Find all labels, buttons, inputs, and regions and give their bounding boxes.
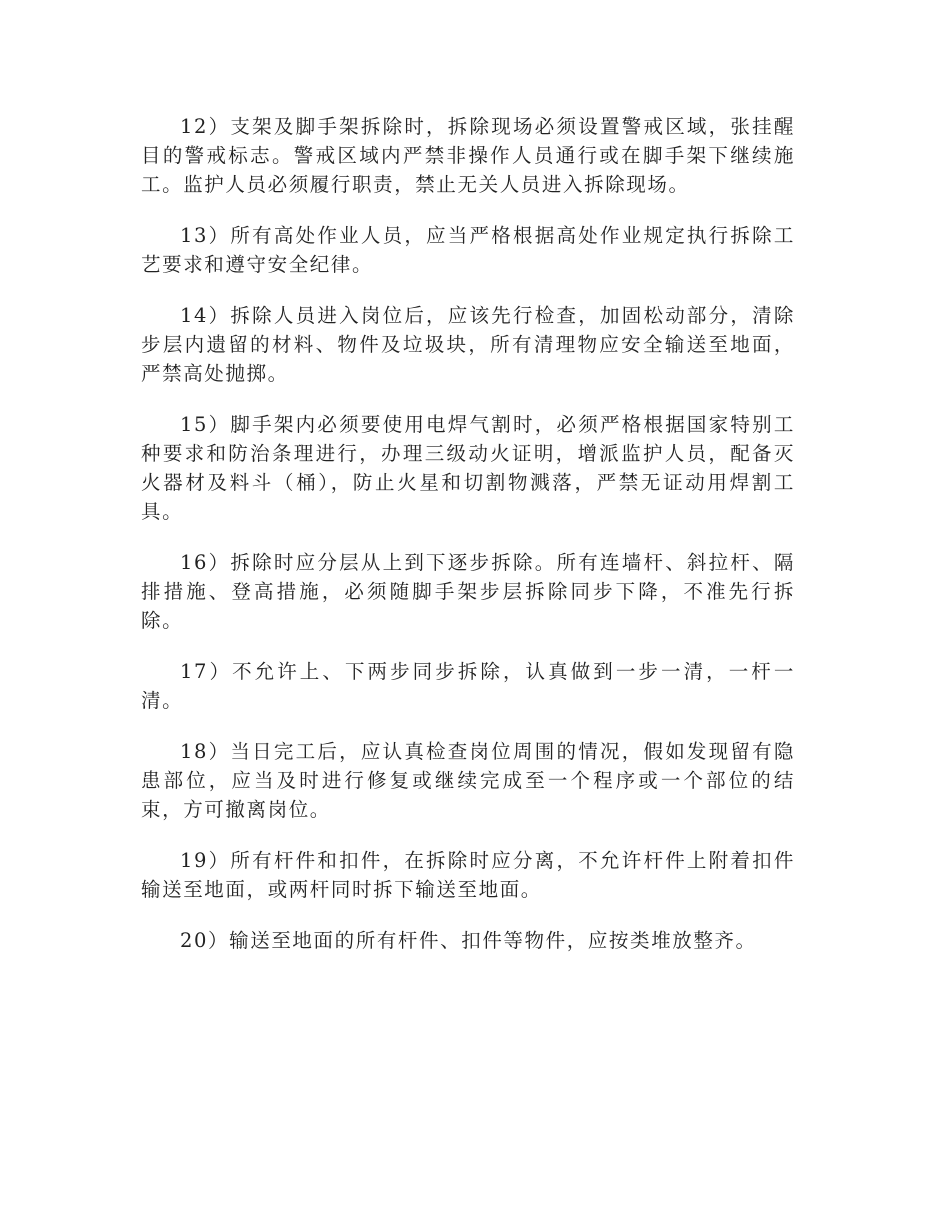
document-body — [141, 112, 795, 977]
paragraph-13: 13）所有高处作业人员，应当严格根据高处作业规定执行拆除工艺要求和遵守安全纪律。 — [141, 224, 795, 276]
paragraph-19: 19）所有杆件和扣件，在拆除时应分离，不允许杆件上附着扣件输送至地面，或两杆同时拆下输送至地面。 — [141, 849, 795, 901]
paragraph-15: 15）脚手架内必须要使用电焊气割时，必须严格根据国家特别工种要求和防治条理进行，办理三级动火证明，增派监护人员，配备灭火器材及料斗（桶），防止火星和切割物溅落，严禁无证动用焊割工具。 — [141, 413, 795, 523]
paragraph-18: 18）当日完工后，应认真检查岗位周围的情况，假如发现留有隐患部位，应当及时进行修复或继续完成至一个程序或一个部位的结束，方可撤离岗位。 — [141, 740, 795, 821]
paragraph-17: 17）不允许上、下两步同步拆除，认真做到一步一清，一杆一清。 — [141, 660, 795, 712]
paragraph-20: 20）输送至地面的所有杆件、扣件等物件，应按类堆放整齐。 — [180, 929, 757, 952]
paragraph-16: 16）拆除时应分层从上到下逐步拆除。所有连墙杆、斜拉杆、隔排措施、登高措施，必须随脚手架步层拆除同步下降，不准先行拆除。 — [141, 551, 795, 632]
paragraph-12: 12）支架及脚手架拆除时，拆除现场必须设置警戒区域，张挂醒目的警戒标志。警戒区域内严禁非操作人员通行或在脚手架下继续施工。监护人员必须履行职责，禁止无关人员进入拆除现场。 — [141, 115, 795, 196]
paragraph-14: 14）拆除人员进入岗位后，应该先行检查，加固松动部分，清除步层内遗留的材料、物件及垃圾块，所有清理物应安全输送至地面，严禁高处抛掷。 — [141, 304, 795, 385]
